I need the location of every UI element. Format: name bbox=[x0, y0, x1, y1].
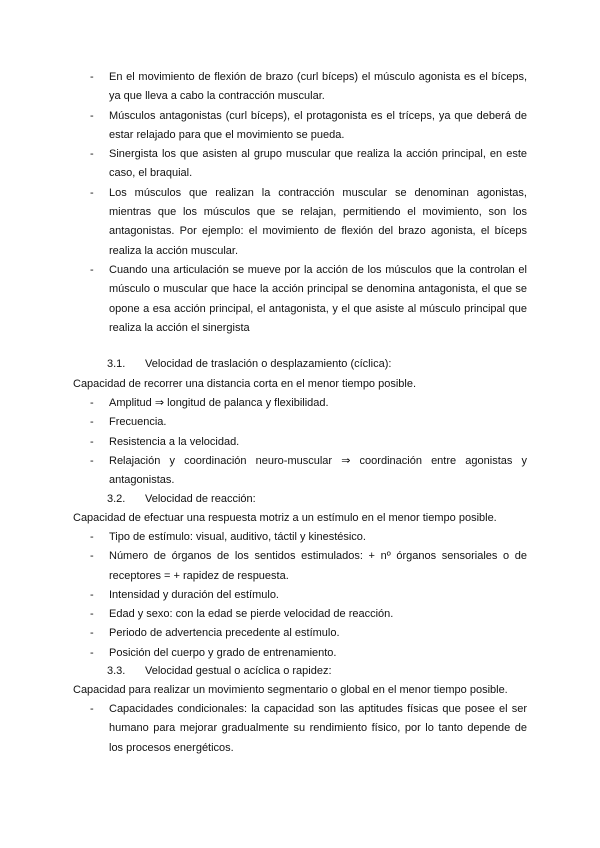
bullet-dash: - bbox=[90, 550, 94, 563]
section-3-3-list bbox=[0, 700, 600, 758]
section-3-1-list bbox=[0, 394, 600, 490]
bullet-dash: - bbox=[90, 71, 94, 83]
section-number: 3.2. bbox=[107, 493, 126, 505]
list-item bbox=[0, 107, 600, 146]
list-item-text: Intensidad y duración del estímulo. bbox=[109, 588, 279, 601]
list-item bbox=[0, 394, 600, 413]
bullet-dash: - bbox=[90, 703, 94, 715]
section-heading-3-2 bbox=[107, 490, 256, 509]
bullet-dash: - bbox=[90, 416, 94, 429]
section-description: Capacidad para realizar un movimiento segmentario o global en el menor tiempo posible. bbox=[73, 684, 508, 696]
bullet-dash: - bbox=[90, 148, 94, 161]
list-item bbox=[0, 624, 600, 643]
list-item-text: Sinergista los que asisten al grupo muscular que realiza la acción principal, en este caso, el braquial. bbox=[109, 148, 527, 180]
list-item bbox=[0, 547, 600, 586]
list-item-text: Músculos antagonistas (curl bíceps), el protagonista es el tríceps, ya que deberá de estar relajado para que el movimiento se pueda. bbox=[109, 109, 527, 141]
list-item bbox=[0, 700, 600, 758]
section-number: 3.3. bbox=[107, 665, 126, 677]
list-item-text: Los músculos que realizan la contracción muscular se denominan agonistas, mientras que los músculos que se relajan, permitiendo el movimiento, son los antagonistas. Por ejemplo: el movimiento de flexión del brazo agonista, el bíceps realiza la acción muscular. bbox=[109, 186, 527, 257]
section-number: 3.1. bbox=[107, 358, 126, 370]
list-item bbox=[0, 452, 600, 491]
list-item-text: Capacidades condicionales: la capacidad son las aptitudes físicas que posee el ser humano para mejorar gradualmente su rendimiento físico, por lo tanto depende de los procesos energéticos. bbox=[109, 703, 527, 754]
list-item bbox=[0, 413, 600, 432]
bullet-dash: - bbox=[90, 627, 94, 640]
section-3-2-list bbox=[0, 528, 600, 663]
bullet-dash: - bbox=[90, 397, 94, 409]
list-item-text: Tipo de estímulo: visual, auditivo, táctil y kinestésico. bbox=[109, 531, 366, 543]
list-item bbox=[0, 586, 600, 605]
list-item bbox=[0, 184, 600, 261]
bullet-dash: - bbox=[90, 109, 94, 122]
list-item-text: Frecuencia. bbox=[109, 416, 167, 429]
section-title: Velocidad gestual o acíclica o rapidez: bbox=[145, 665, 332, 677]
bullet-dash: - bbox=[90, 588, 94, 601]
intro-bullet-list bbox=[0, 68, 600, 338]
section-description: Capacidad de recorrer una distancia corta en el menor tiempo posible. bbox=[73, 378, 417, 390]
list-item bbox=[0, 528, 600, 547]
list-item bbox=[0, 433, 600, 452]
list-item bbox=[0, 261, 600, 338]
list-item bbox=[0, 145, 600, 184]
bullet-dash: - bbox=[90, 186, 94, 199]
list-item bbox=[0, 68, 600, 107]
list-item-text: Edad y sexo: con la edad se pierde velocidad de reacción. bbox=[109, 608, 394, 621]
bullet-dash: - bbox=[90, 646, 94, 659]
list-item-text: Relajación y coordinación neuro-muscular ⇒ coordinación entre agonistas y antagonistas. bbox=[109, 454, 527, 487]
list-item-text: Número de órganos de los sentidos estimulados: + nº órganos sensoriales o de receptores = + rapidez de respuesta. bbox=[109, 550, 527, 582]
bullet-dash: - bbox=[90, 531, 94, 543]
section-title: Velocidad de reacción: bbox=[145, 493, 256, 505]
section-description: Capacidad de efectuar una respuesta motriz a un estímulo en el menor tiempo posible. bbox=[73, 512, 497, 524]
section-heading-3-1 bbox=[107, 355, 391, 374]
list-item bbox=[0, 644, 600, 663]
list-item-text: Resistencia a la velocidad. bbox=[109, 435, 240, 448]
bullet-dash: - bbox=[90, 263, 94, 276]
section-heading-3-3 bbox=[107, 662, 332, 681]
list-item-text: Posición del cuerpo y grado de entrenamiento. bbox=[109, 646, 337, 659]
list-item-text: Periodo de advertencia precedente al estímulo. bbox=[109, 627, 340, 640]
bullet-dash: - bbox=[90, 608, 94, 621]
list-item bbox=[0, 605, 600, 624]
list-item-text: Cuando una articulación se mueve por la acción de los músculos que la controlan el músculo o muscular que hace la acción principal se denomina antagonista, el que se opone a esa acción principal, el antagonista, y el que asiste al músculo principal que realiza la acción el sinergista bbox=[109, 263, 527, 334]
bullet-dash: - bbox=[90, 435, 94, 448]
bullet-dash: - bbox=[90, 454, 94, 467]
section-title: Velocidad de traslación o desplazamiento (cíclica): bbox=[145, 358, 392, 370]
list-item-text: En el movimiento de flexión de brazo (curl bíceps) el músculo agonista es el bíceps, ya que lleva a cabo la contracción muscular. bbox=[109, 71, 527, 103]
list-item-text: Amplitud ⇒ longitud de palanca y flexibilidad. bbox=[109, 397, 329, 409]
